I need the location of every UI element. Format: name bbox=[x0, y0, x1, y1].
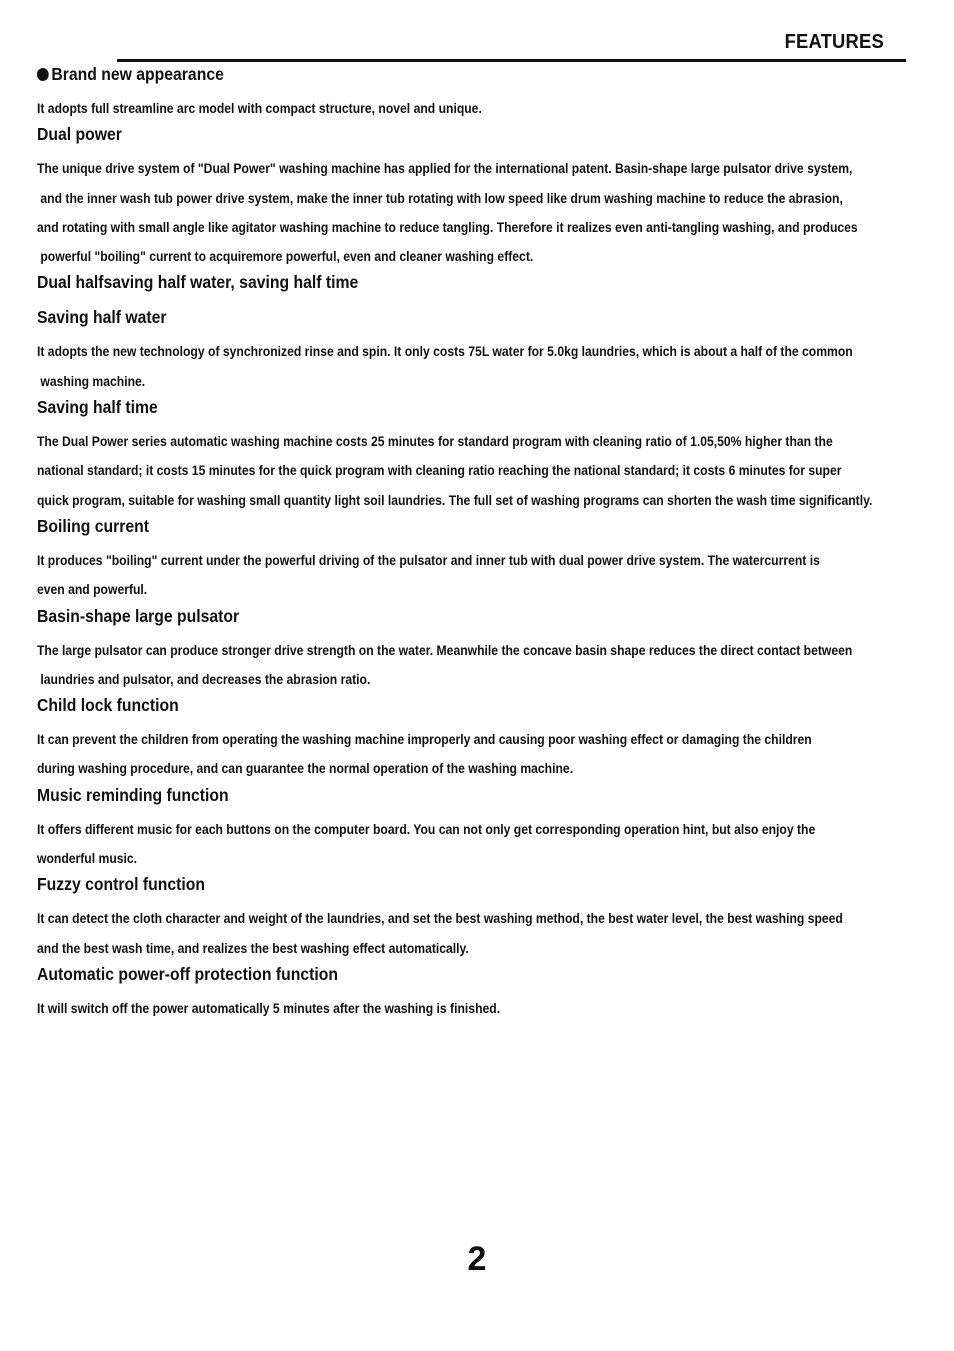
section-heading bbox=[37, 64, 847, 85]
paragraph-line: It can detect the cloth character and weight of the laundries, and set the best washing method, the best water level, the best washing speed bbox=[37, 911, 843, 927]
section-heading: Dual halfsaving half water, saving half time bbox=[37, 272, 359, 293]
section-music-reminding bbox=[37, 785, 937, 874]
heading-text: Brand new appearance bbox=[51, 64, 224, 84]
paragraph-line: It can prevent the children from operating the washing machine improperly and causing poor washing effect or damaging the children bbox=[37, 732, 812, 748]
paragraph-line: even and powerful. bbox=[37, 582, 148, 598]
paragraph-line: It will switch off the power automatically 5 minutes after the washing is finished. bbox=[37, 1000, 501, 1016]
paragraph-line: quick program, suitable for washing small quantity light soil laundries. The full set of washing programs can shorten the wash time significantly. bbox=[37, 492, 873, 508]
header-rule bbox=[117, 59, 906, 62]
paragraph-line: and the inner wash tub power drive system, make the inner tub rotating with low speed like drum washing machine to reduce the abrasion, bbox=[37, 190, 843, 206]
section-auto-power-off bbox=[37, 964, 937, 1023]
section-dual-half bbox=[37, 272, 937, 293]
section-saving-half-time bbox=[37, 397, 937, 515]
paragraph-line: and the best wash time, and realizes the best washing effect automatically. bbox=[37, 940, 469, 956]
section-saving-half-water bbox=[37, 307, 937, 396]
page-header-title: FEATURES bbox=[784, 31, 884, 53]
section-heading: Music reminding function bbox=[37, 784, 229, 805]
paragraph-line: powerful "boiling" current to acquiremore powerful, even and cleaner washing effect. bbox=[37, 249, 534, 265]
paragraph-line: It produces "boiling" current under the powerful driving of the pulsator and inner tub with dual power drive system. The watercurrent is bbox=[37, 552, 820, 568]
paragraph-line: The large pulsator can produce stronger drive strength on the water. Meanwhile the concave basin shape reduces the direct contact between bbox=[37, 642, 853, 658]
section-heading: Boiling current bbox=[37, 515, 150, 536]
paragraph-line: national standard; it costs 15 minutes for the quick program with cleaning ratio reaching the national standard; it costs 6 minutes for super bbox=[37, 463, 842, 479]
section-heading: Child lock function bbox=[37, 695, 179, 716]
paragraph-line: and rotating with small angle like agitator washing machine to reduce tangling. Therefore it realizes even anti-tangling washing, and produces bbox=[37, 219, 858, 235]
section-heading: Basin-shape large pulsator bbox=[37, 605, 240, 626]
paragraph-line: laundries and pulsator, and decreases the abrasion ratio. bbox=[37, 671, 371, 687]
section-heading: Fuzzy control function bbox=[37, 874, 205, 895]
paragraph-line: washing machine. bbox=[37, 373, 146, 389]
section-brand-new-appearance bbox=[37, 64, 937, 123]
paragraph-line: during washing procedure, and can guarantee the normal operation of the washing machine. bbox=[37, 761, 574, 777]
features-content bbox=[37, 63, 937, 1023]
page-number: 2 bbox=[467, 1240, 487, 1278]
paragraph-line: It offers different music for each buttons on the computer board. You can not only get corresponding operation hint, but also enjoy the bbox=[37, 821, 816, 837]
paragraph-line: The unique drive system of "Dual Power" washing machine has applied for the international patent. Basin-shape large pulsator drive system, bbox=[37, 161, 853, 177]
section-dual-power bbox=[37, 124, 937, 271]
section-boiling-current bbox=[37, 516, 937, 605]
paragraph-line: wonderful music. bbox=[37, 851, 138, 867]
section-heading: Saving half time bbox=[37, 397, 158, 418]
section-heading: Dual power bbox=[37, 124, 122, 145]
bullet-icon bbox=[37, 68, 49, 81]
section-heading: Automatic power-off protection function bbox=[37, 963, 338, 984]
section-child-lock bbox=[37, 695, 937, 784]
section-basin-shape-pulsator bbox=[37, 606, 937, 695]
section-heading: Saving half water bbox=[37, 307, 167, 328]
paragraph-line: It adopts the new technology of synchronized rinse and spin. It only costs 75L water for 5.0kg laundries, which is about a half of the common bbox=[37, 344, 853, 360]
section-fuzzy-control bbox=[37, 874, 937, 963]
paragraph-line: The Dual Power series automatic washing machine costs 25 minutes for standard program with cleaning ratio of 1.05,50% higher than the bbox=[37, 434, 833, 450]
paragraph-line: It adopts full streamline arc model with compact structure, novel and unique. bbox=[37, 101, 482, 116]
